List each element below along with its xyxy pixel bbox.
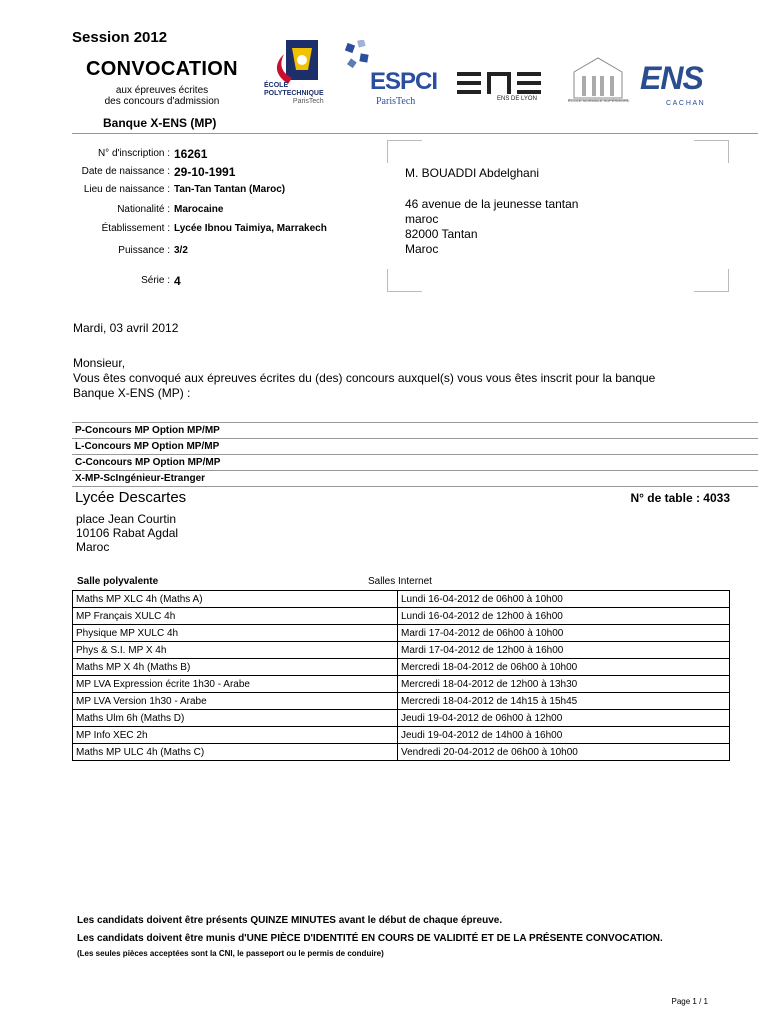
polytechnique-line2: POLYTECHNIQUE <box>264 90 324 97</box>
serie-value: 4 <box>174 274 181 288</box>
school-label: Établissement : <box>101 223 170 234</box>
exam-name: Maths Ulm 6h (Maths D) <box>73 710 398 727</box>
centre-addr-line1: place Jean Courtin <box>76 512 177 526</box>
subtitle-line1: aux épreuves écrites <box>115 85 209 96</box>
subtitle-line2: des concours d'admission <box>104 96 220 107</box>
centre-addr-line3: Maroc <box>76 540 110 554</box>
recipient-address <box>405 197 578 257</box>
table-row <box>73 676 730 693</box>
recipient-name: M. BOUADDI Abdelghani <box>405 166 540 180</box>
concours-item: P-Concours MP Option MP/MP <box>72 423 758 439</box>
table-row <box>73 744 730 761</box>
exam-name: MP Info XEC 2h <box>73 727 398 744</box>
exam-name: Maths MP X 4h (Maths B) <box>73 659 398 676</box>
salle-internet-label: Salles Internet <box>368 576 432 587</box>
espci-logo <box>344 40 438 112</box>
exam-name: Physique MP XULC 4h <box>73 625 398 642</box>
espci-sub: ParisTech <box>376 96 416 107</box>
table-row <box>73 608 730 625</box>
exam-time: Lundi 16-04-2012 de 12h00 à 16h00 <box>398 608 730 625</box>
exam-time: Mardi 17-04-2012 de 06h00 à 10h00 <box>398 625 730 642</box>
concours-list <box>72 422 758 487</box>
page-number: Page 1 / 1 <box>671 997 708 1006</box>
serie-label: Série : <box>141 275 170 286</box>
exam-name: MP Français XULC 4h <box>73 608 398 625</box>
table-row <box>73 693 730 710</box>
address-line3: 82000 Tantan <box>405 227 478 241</box>
table-number: N° de table : 4033 <box>630 491 730 505</box>
centre-address <box>76 512 178 554</box>
table-row <box>73 727 730 744</box>
exam-name: Maths MP XLC 4h (Maths A) <box>73 591 398 608</box>
footer-note-accepted-ids: (Les seules pièces acceptées sont la CNI, le passeport ou le permis de conduire) <box>77 949 384 958</box>
centre-name: Lycée Descartes <box>75 489 187 506</box>
school-value: Lycée Ibnou Taimiya, Marrakech <box>174 223 327 234</box>
nationality-value: Marocaine <box>174 204 224 215</box>
exam-time: Mardi 17-04-2012 de 12h00 à 16h00 <box>398 642 730 659</box>
table-row <box>73 642 730 659</box>
centre-addr-line2: 10106 Rabat Agdal <box>76 526 179 540</box>
birthplace-label: Lieu de naissance : <box>83 184 170 195</box>
nationality-label: Nationalité : <box>117 204 170 215</box>
subtitle <box>72 85 252 107</box>
ens-lyon-logo <box>457 40 545 112</box>
concours-item: C-Concours MP Option MP/MP <box>72 455 758 471</box>
inscription-value: 16261 <box>174 147 208 161</box>
letter-date: Mardi, 03 avril 2012 <box>73 321 179 335</box>
table-row <box>73 659 730 676</box>
concours-item: X-MP-ScIngénieur-Etranger <box>72 471 758 487</box>
ens-cachan-logo <box>640 40 750 112</box>
concours-item: L-Concours MP Option MP/MP <box>72 439 758 455</box>
footer-note-arrival: Les candidats doivent être présents QUINZE MINUTES avant le début de chaque épreuve. <box>77 915 503 926</box>
session-label: Session 2012 <box>72 29 168 46</box>
exam-name: MP LVA Version 1h30 - Arabe <box>73 693 398 710</box>
birthdate-label: Date de naissance : <box>81 166 170 177</box>
exam-time: Jeudi 19-04-2012 de 06h00 à 12h00 <box>398 710 730 727</box>
exam-name: MP LVA Expression écrite 1h30 - Arabe <box>73 676 398 693</box>
page-title: CONVOCATION <box>86 58 238 80</box>
exam-time: Jeudi 19-04-2012 de 14h00 à 16h00 <box>398 727 730 744</box>
table-row <box>73 625 730 642</box>
ens-cachan-sub: C A C H A N <box>666 100 704 107</box>
puissance-label: Puissance : <box>118 245 170 256</box>
polytechnique-logo <box>262 40 342 112</box>
polytechnique-line3: ParisTech <box>292 98 324 105</box>
salle-label: Salle polyvalente <box>77 576 159 587</box>
birthplace-value: Tan-Tan Tantan (Maroc) <box>174 184 286 195</box>
espci-wordmark: ESPCI <box>370 68 438 95</box>
letter-body-line2: Banque X-ENS (MP) : <box>73 386 191 400</box>
exam-time: Mercredi 18-04-2012 de 12h00 à 13h30 <box>398 676 730 693</box>
ens-cachan-wordmark: ENS <box>640 60 703 96</box>
address-line4: Maroc <box>405 242 439 256</box>
birthdate-value: 29-10-1991 <box>174 165 236 179</box>
inscription-label: N° d'inscription : <box>97 148 170 159</box>
letter-body <box>73 356 655 401</box>
table-row <box>73 710 730 727</box>
header-divider <box>72 133 758 134</box>
address-line1: 46 avenue de la jeunesse tantan <box>405 197 579 211</box>
exam-name: Phys & S.I. MP X 4h <box>73 642 398 659</box>
exam-schedule-table <box>72 590 730 761</box>
polytechnique-line1: ÉCOLE <box>264 82 289 89</box>
exam-time: Mercredi 18-04-2012 de 06h00 à 10h00 <box>398 659 730 676</box>
exam-time: Lundi 16-04-2012 de 06h00 à 10h00 <box>398 591 730 608</box>
exam-name: Maths MP ULC 4h (Maths C) <box>73 744 398 761</box>
exam-time: Mercredi 18-04-2012 de 14h15 à 15h45 <box>398 693 730 710</box>
ens-ulm-sub: ÉCOLE NORMALE SUPÉRIEURE <box>568 98 630 103</box>
ens-lyon-sub: ENS DE LYON <box>497 96 537 102</box>
puissance-value: 3/2 <box>174 245 188 256</box>
exam-time: Vendredi 20-04-2012 de 06h00 à 10h00 <box>398 744 730 761</box>
address-line2: maroc <box>405 212 439 226</box>
bank-label: Banque X-ENS (MP) <box>103 116 217 130</box>
address-corner-bl <box>387 269 422 292</box>
footer-note-id: Les candidats doivent être munis d'UNE PIÈCE D'IDENTITÉ EN COURS DE VALIDITÉ ET DE LA PRÉSENTE CONVOCATION. <box>77 933 663 944</box>
letter-body-line1: Vous êtes convoqué aux épreuves écrites du (des) concours auxquel(s) vous vous êtes inscrit pour la banque <box>73 371 656 385</box>
address-corner-br <box>694 269 729 292</box>
address-corner-tl <box>387 140 422 163</box>
letter-greeting: Monsieur, <box>73 356 126 370</box>
address-corner-tr <box>694 140 729 163</box>
ens-ulm-logo <box>564 40 632 112</box>
table-row <box>73 591 730 608</box>
